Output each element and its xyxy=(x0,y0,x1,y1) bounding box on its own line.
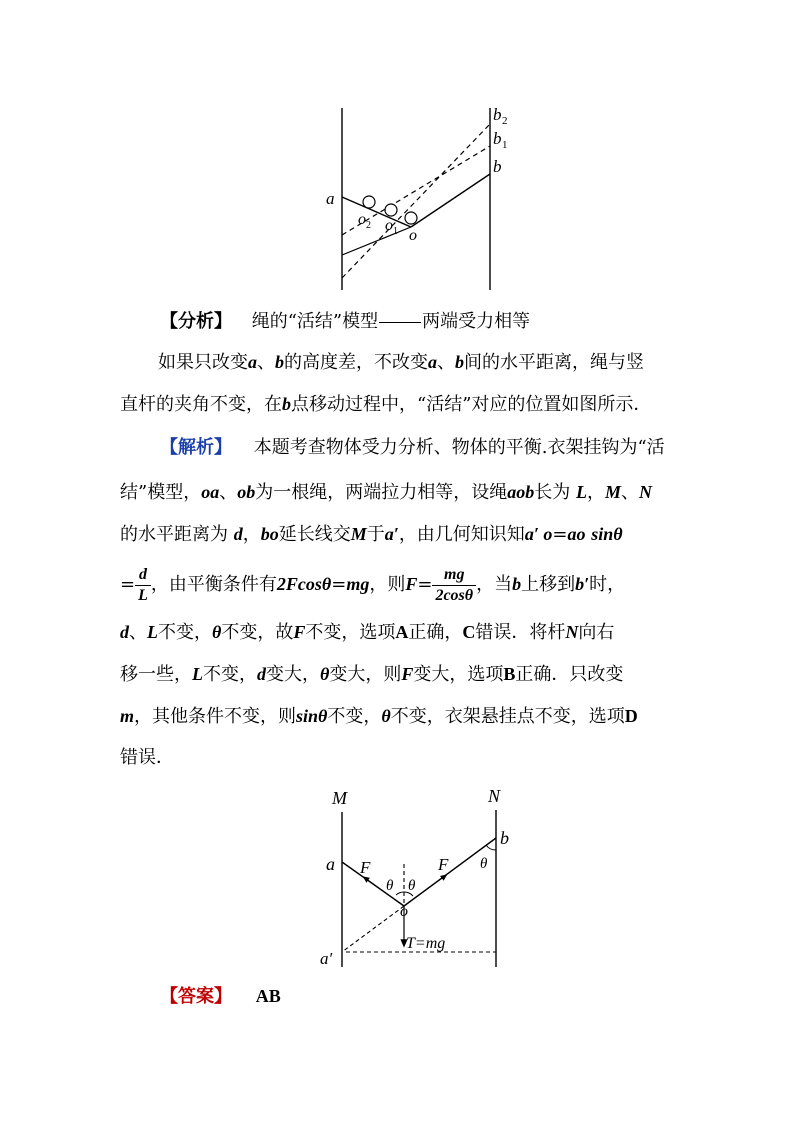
text: 正确， xyxy=(408,622,463,643)
var: N xyxy=(638,482,652,502)
text: 时， xyxy=(589,574,626,595)
var: mg xyxy=(346,574,370,594)
label-b: b xyxy=(493,157,502,176)
text: 、 xyxy=(620,482,639,503)
var: b′ xyxy=(575,574,590,594)
var: θ xyxy=(320,664,330,684)
text: 的水平距离为 xyxy=(120,524,228,545)
var: M xyxy=(604,482,621,502)
var: d xyxy=(233,524,243,544)
var: a′ xyxy=(384,524,399,544)
label-theta-3: θ xyxy=(480,856,488,872)
numerator: d xyxy=(135,565,151,586)
text: ， xyxy=(242,524,261,545)
text: ， xyxy=(586,482,605,503)
analysis-heading xyxy=(160,308,720,336)
var: aob xyxy=(507,482,535,502)
text: 变大， xyxy=(266,664,320,685)
solution-line-6 xyxy=(120,660,680,689)
var: M xyxy=(350,524,367,544)
var-a: a xyxy=(248,352,257,372)
text: ，由几何知识知 xyxy=(398,524,525,545)
label-o: o xyxy=(409,227,417,244)
var: θ xyxy=(212,622,222,642)
text: 不变，衣架悬挂点不变，选项 xyxy=(390,706,625,727)
answer-tag: 【答案】 xyxy=(160,986,232,1007)
text: 点移动过程中，“活结”对应的位置如图所示． xyxy=(291,394,652,415)
text: 、 xyxy=(257,352,275,373)
text: 不变，故 xyxy=(221,622,294,643)
text: 上移到 xyxy=(521,574,576,595)
text: 向右 xyxy=(578,622,615,643)
text: ，当 xyxy=(476,574,513,595)
text: 如果只改变 xyxy=(158,352,248,373)
label-F-right: F xyxy=(438,855,449,874)
analysis-tag: 【分析】 xyxy=(160,311,232,332)
figure-rope-positions xyxy=(300,100,540,295)
var: L xyxy=(147,622,158,642)
text: 、 xyxy=(129,622,147,643)
label-b1-sub: 1 xyxy=(502,139,508,151)
solution-line-5 xyxy=(120,618,680,647)
label-F-left: F xyxy=(360,858,371,877)
analysis-line-1 xyxy=(158,348,718,377)
label-b2: b xyxy=(493,105,502,124)
analysis-title: 绳的“活结”模型 xyxy=(251,311,379,332)
label-b: b xyxy=(500,828,509,848)
text: 不变，选项 xyxy=(305,622,396,643)
var: F xyxy=(293,622,306,642)
text: 、 xyxy=(437,352,455,373)
var: a′ o xyxy=(524,524,553,544)
label-b2-sub: 2 xyxy=(502,115,508,127)
label-M: M xyxy=(332,788,347,808)
option: D xyxy=(624,706,638,726)
label-a: a xyxy=(326,189,335,208)
var: sinθ xyxy=(296,706,328,726)
var: F xyxy=(405,574,418,594)
text: 的高度差，不改变 xyxy=(284,352,428,373)
label-o2: o xyxy=(358,211,366,228)
var: b xyxy=(512,574,522,594)
text: ，由平衡条件有 xyxy=(150,574,277,595)
label-a: a xyxy=(326,854,335,874)
text: 不变， xyxy=(327,706,382,727)
label-theta-1: θ xyxy=(386,878,394,894)
solution-line-3 xyxy=(120,520,680,549)
denominator: 2cosθ xyxy=(435,586,474,604)
var: m xyxy=(120,706,135,726)
fraction-mg-over-2cos xyxy=(432,565,476,606)
var: ob xyxy=(237,482,256,502)
text: 直杆的夹角不变，在 xyxy=(120,394,282,415)
text: = xyxy=(120,574,136,595)
label-a-prime: a′ xyxy=(320,949,333,968)
text: = xyxy=(331,574,347,595)
option: A xyxy=(395,622,409,642)
text: 变大，则 xyxy=(329,664,402,685)
text: 不变， xyxy=(158,622,212,643)
var: sinθ xyxy=(591,524,623,544)
solution-line-7 xyxy=(120,702,680,731)
label-o1: o xyxy=(385,217,393,234)
fraction-d-over-L xyxy=(135,565,151,606)
var: L xyxy=(575,482,587,502)
text: 移一些， xyxy=(120,664,192,685)
var: F xyxy=(401,664,414,684)
var: d xyxy=(120,622,129,642)
text: = xyxy=(552,524,568,545)
figure-force-diagram xyxy=(310,782,530,972)
var: L xyxy=(192,664,203,684)
option: B xyxy=(503,664,516,684)
text: 于 xyxy=(366,524,385,545)
var: 2Fcosθ xyxy=(276,574,332,594)
var: θ xyxy=(381,706,391,726)
option: C xyxy=(462,622,476,642)
solution-line-1 xyxy=(160,434,720,462)
text: 延长线交 xyxy=(278,524,351,545)
text: 不变， xyxy=(203,664,257,685)
label-b1: b xyxy=(493,129,502,148)
label-o2-sub: 2 xyxy=(366,220,371,231)
var: oa xyxy=(201,482,220,502)
solution-line-2 xyxy=(120,478,680,507)
text: 错误．将杆 xyxy=(475,622,566,643)
var-b: b xyxy=(282,394,291,414)
text: 间的水平距离，绳与竖 xyxy=(464,352,644,373)
solution-line-8 xyxy=(120,744,680,772)
text: 长为 xyxy=(534,482,571,503)
dash-line xyxy=(379,322,421,323)
label-theta-2: θ xyxy=(408,878,416,894)
text: 为一根绳，两端拉力相等，设绳 xyxy=(255,482,508,503)
var: N xyxy=(565,622,579,642)
analysis-title-post: 两端受力相等 xyxy=(422,311,531,332)
numerator: mg xyxy=(432,565,476,586)
solution-tag: 【解析】 xyxy=(160,437,232,458)
text: 结”模型， xyxy=(120,482,202,503)
text: 本题考查物体受力分析、物体的平衡.衣架挂钩为“活 xyxy=(253,437,665,458)
answer-line xyxy=(160,982,720,1011)
answer-value: AB xyxy=(255,986,281,1006)
var: bo xyxy=(260,524,279,544)
label-N: N xyxy=(488,786,501,806)
solution-line-4 xyxy=(120,560,680,608)
analysis-line-2 xyxy=(120,390,680,419)
text: 、 xyxy=(219,482,238,503)
var: ao xyxy=(567,524,586,544)
var-b: b xyxy=(275,352,284,372)
label-o: o xyxy=(400,903,408,920)
text: 正确．只改变 xyxy=(515,664,624,685)
var-a: a xyxy=(428,352,437,372)
text: = xyxy=(417,574,433,595)
text: 变大，选项 xyxy=(413,664,504,685)
var-b: b xyxy=(455,352,464,372)
text: 错误． xyxy=(120,747,174,768)
label-o1-sub: 1 xyxy=(393,226,398,237)
var: d xyxy=(257,664,266,684)
text: ，其他条件不变，则 xyxy=(134,706,297,727)
label-T: T=mg xyxy=(406,935,446,952)
text: ，则 xyxy=(369,574,406,595)
denominator: L xyxy=(138,586,148,604)
